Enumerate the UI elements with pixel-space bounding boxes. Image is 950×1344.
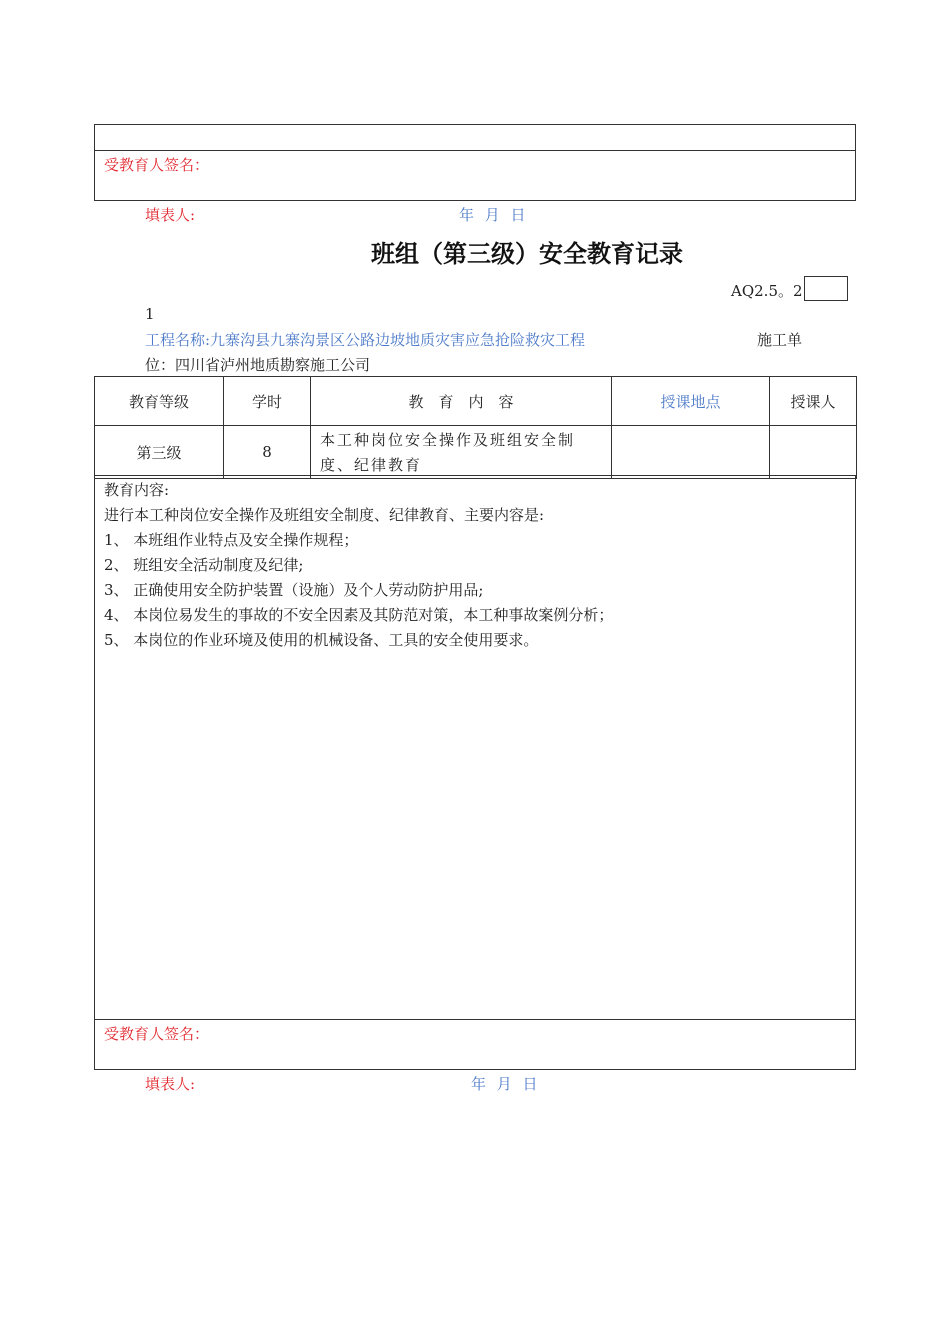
header-level: 教育等级 — [95, 377, 224, 426]
record-code: AQ2.5。2 — [731, 282, 803, 300]
top-signature-label: 受教育人签名： — [104, 156, 210, 174]
bottom-date-label: 年 月 日 — [471, 1075, 541, 1093]
bottom-signature-label: 受教育人签名： — [104, 1025, 210, 1043]
top-date-label: 年 月 日 — [459, 206, 529, 224]
construction-unit-value: 位：四川省泸州地质勘察施工公司 — [145, 356, 371, 374]
page-title: 班组（第三级）安全教育记录 — [371, 239, 683, 268]
cell-teacher — [770, 426, 857, 479]
header-hours: 学时 — [224, 377, 311, 426]
header-teacher: 授课人 — [770, 377, 857, 426]
bottom-filler-label: 填表人: — [145, 1075, 196, 1093]
list-item: 4、 本岗位易发生的事故的不安全因素及其防范对策，本工种事故案例分析； — [104, 606, 614, 624]
education-table — [94, 376, 857, 479]
content-intro: 进行本工种岗位安全操作及班组安全制度、纪律教育、主要内容是: — [104, 506, 545, 524]
content-heading: 教育内容: — [104, 481, 170, 499]
list-item: 1、 本班组作业特点及安全操作规程； — [104, 531, 359, 549]
table-header-row — [95, 377, 857, 426]
project-name: 工程名称:九寨沟县九寨沟景区公路边坡地质灾害应急抢险救灾工程 — [145, 331, 586, 349]
list-item: 3、 正确使用安全防护装置（设施）及个人劳动防护用品; — [104, 581, 484, 599]
top-filler-label: 填表人: — [145, 206, 196, 224]
bottom-signature-box — [94, 1019, 856, 1070]
top-empty-row — [94, 124, 856, 151]
header-location: 授课地点 — [612, 377, 770, 426]
cell-level: 第三级 — [95, 426, 224, 479]
code-input-box[interactable] — [804, 276, 848, 301]
cell-hours: 8 — [224, 426, 311, 479]
header-content: 教 育 内 容 — [311, 377, 612, 426]
construction-unit-label: 施工单 — [757, 331, 803, 349]
list-item: 5、 本岗位的作业环境及使用的机械设备、工具的安全使用要求。 — [104, 631, 539, 649]
record-code-suffix: 1 — [145, 305, 155, 323]
list-item: 2、 班组安全活动制度及纪律; — [104, 556, 304, 574]
cell-location — [612, 426, 770, 479]
table-row — [95, 426, 857, 479]
cell-content: 本工种岗位安全操作及班组安全制度、纪律教育 — [311, 426, 612, 479]
top-signature-box — [94, 150, 856, 201]
